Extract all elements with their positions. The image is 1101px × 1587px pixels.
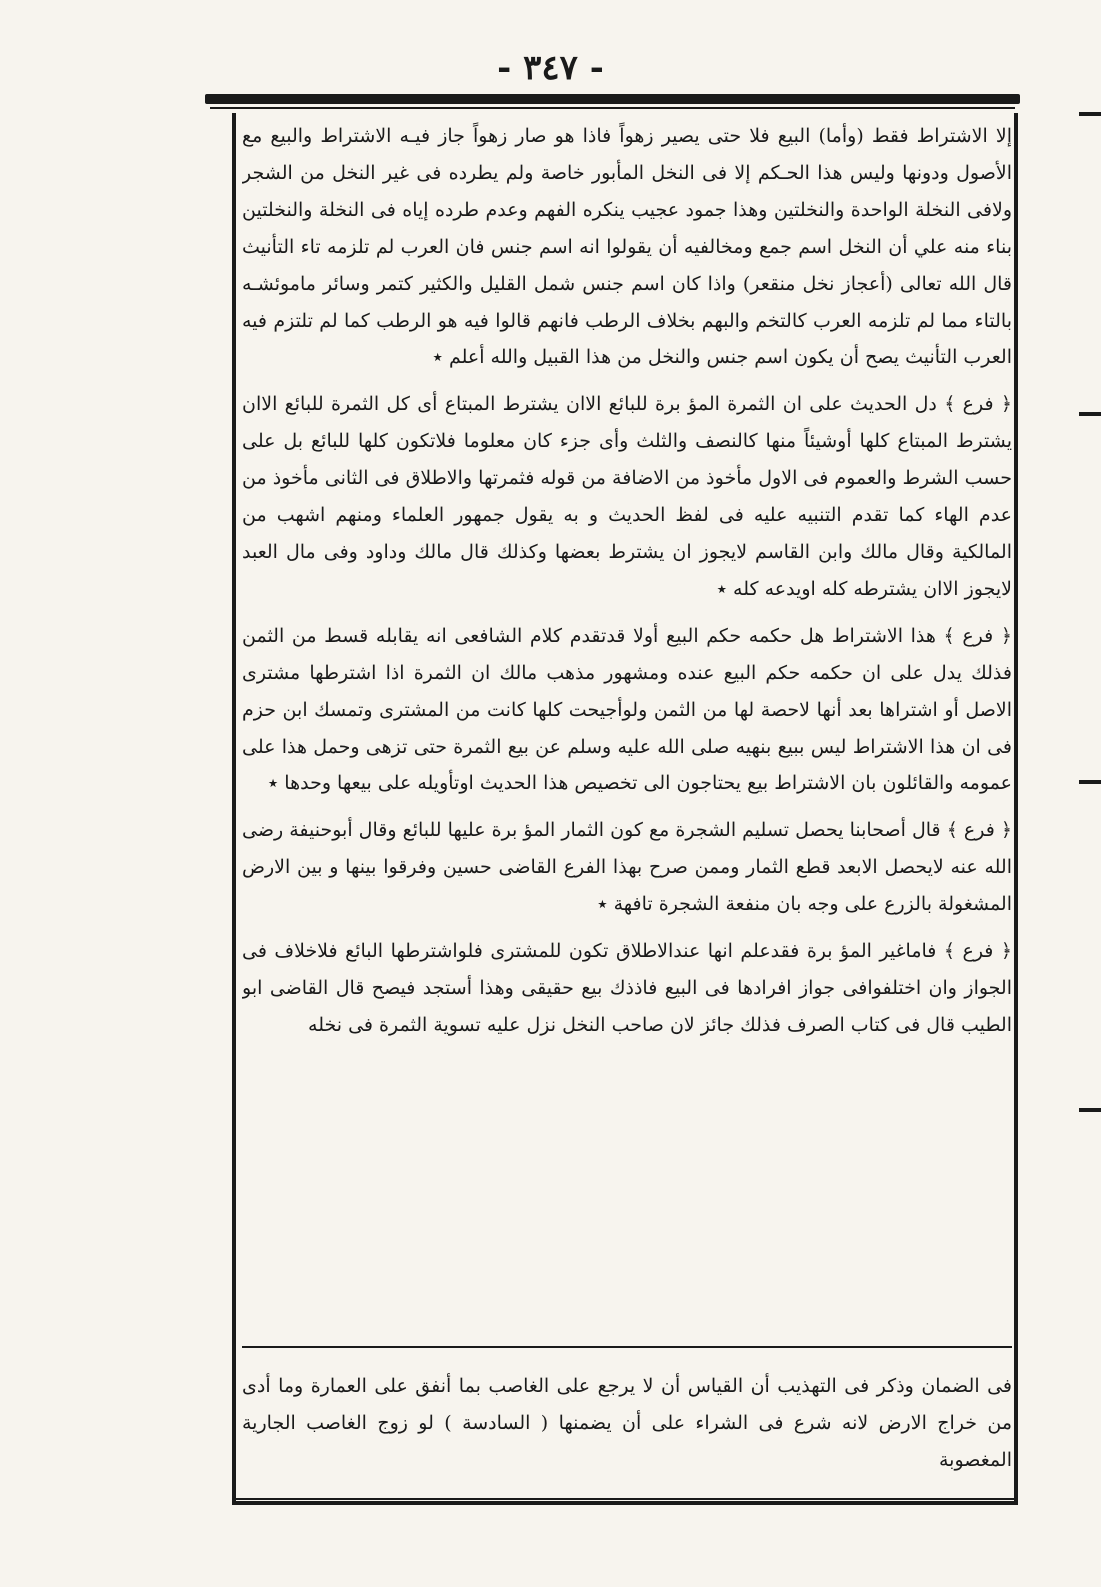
page-number: - ٣٤٧ -: [497, 48, 604, 88]
margin-mark: [1079, 1108, 1101, 1112]
paragraph-gap: [242, 802, 1012, 812]
header-thick-rule: [205, 94, 1020, 104]
header-thin-rule: [210, 107, 1015, 109]
paragraph-far-3: ﴿ فرع ﴾ قال أصحابنا يحصل تسليم الشجرة مع كون الثمار المؤ برة عليها للبائع وقال أبوحنيفة رضى الله عنه لايحصل الابعد قطع الثمار وممن صرح بهذا الفرع القاضى حسين وفرقوا بينها و بين الارض المشغولة بالزرع على وجه بان منفعة الشجرة تافهة ٭: [242, 819, 1012, 916]
paragraph-gap: [242, 376, 1012, 386]
paragraph-gap: [242, 923, 1012, 933]
footnote-block: [242, 1368, 1012, 1486]
paragraph-far-4: ﴿ فرع ﴾ فاماغير المؤ برة فقدعلم انها عندالاطلاق تكون للمشترى فلواشترطها البائع فلاخلاف فى الجواز وان اختلفوافى جواز افرادها فى البيع فاذذك بيع حقيقى وهذا أستجد فيصح قال القاضى ابو الطيب قال فى كتاب الصرف فذلك جائز لان صاحب النخل نزل عليه تسوية الثمرة فى نخله: [242, 940, 1012, 1036]
paragraph-intro: إلا الاشتراط فقط (وأما) البيع فلا حتى يصير زهواً فاذا هو صار زهواً جاز فيـه الاشتراط والبيع مع الأصول ودونها وليس هذا الحـكم إلا فى النخل المأبور خاصة ولم يطرده فى غير النخل من الشجر ولافى النخلة الواحدة والنخلتين وهذا جمود عجيب ينكره الفهم وعدم طرده إياه فى النخلة والنخلتين بناء منه علي أن النخل اسم جمع ومخالفيه أن يقولوا انه اسم جنس فان العرب لم تلزمه تاء التأنيث قال الله تعالى (أعجاز نخل منقعر) واذا كان اسم جنس شمل القليل والكثير كتمر وسائر ماموئشـه بالتاء مما لم تلزمه العرب كالتخم والبهم بخلاف الرطب فانهم قالوا فيه هو الرطب كما لم تلتزم فيه العرب التأنيث يصح أن يكون اسم جنس والنخل من هذا القبيل والله أعلم ٭: [242, 125, 1012, 369]
paragraph-gap: [242, 608, 1012, 618]
paragraph-far-2: ﴿ فرع ﴾ هذا الاشتراط هل حكمه حكم البيع أولا قدتقدم كلام الشافعى انه يقابله قسط من الثمن فذلك يدل على ان حكمه حكم البيع عنده ومشهور مذهب مالك ان الثمرة اذا اشترطها مشترى الاصل أو اشتراها بعد أنها لاحصة لها من الثمن ولوأجيحت كلها كانت من المشترى وتمسك ابن حزم فى ان هذا الاشتراط ليس ببيع بنهيه صلى الله عليه وسلم عن بيع الثمرة حتى تزهى وحمل هذا على عمومه والقائلون بان الاشتراط بيع يحتاجون الى تخصيص هذا الحديث اوتأويله على بيعها وحدها ٭: [242, 624, 1012, 795]
frame-bottom-rule: [236, 1498, 1014, 1500]
footnote-paragraph: فى الضمان وذكر فى التهذيب أن القياس أن لا يرجع على الغاصب بما أنفق على العمارة وما أدى من خراج الارض لانه شرع فى الشراء على أن يضمنها ( السادسة ) لو زوج الغاصب الجارية المغصوبة: [242, 1375, 1012, 1471]
margin-mark: [1079, 112, 1101, 116]
footnote-divider: [242, 1346, 1012, 1348]
margin-mark: [1079, 412, 1101, 416]
margin-mark: [1079, 780, 1101, 784]
main-text-block: [242, 118, 1012, 1338]
paragraph-far-1: ﴿ فرع ﴾ دل الحديث على ان الثمرة المؤ برة للبائع الاان يشترط المبتاع أى كل الثمرة للبائع الاان يشترط المبتاع كلها أوشيئاً منها كالنصف والثلث وأى جزء كان معلوما فلاتكون كلها للبائع بل على حسب الشرط والعموم فى الاول مأخوذ من الاضافة من قوله فثمرتها والاطلاق فى الثانى مأخوذ من عدم الهاء كما تقدم التنبيه عليه فى لفظ الحديث و به يقول جمهور العلماء ومنهم اشهب من المالكية وقال مالك وابن القاسم لايجوز ان يشترط بعضها وكذلك قال مالك وداود وفى مال العبد لايجوز الاان يشترطه كله اويدعه كله ٭: [242, 393, 1012, 600]
